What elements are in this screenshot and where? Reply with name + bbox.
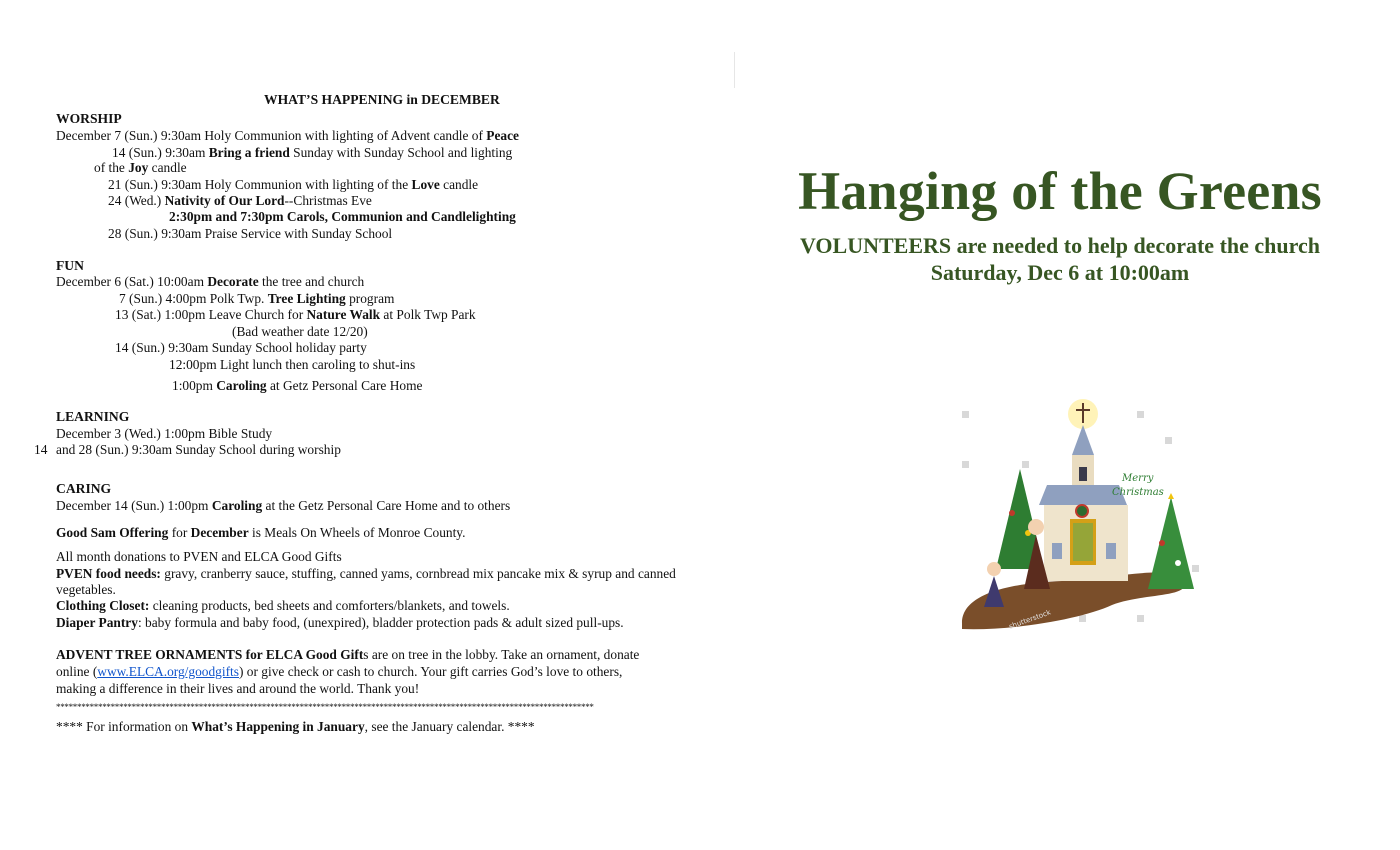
fun-line-2: 7 (Sun.) 4:00pm Polk Twp. Tree Lighting program [119,291,395,306]
fun-line-5: 14 (Sun.) 9:30am Sunday School holiday party [115,340,367,355]
good-sam-offering: Good Sam Offering for December is Meals On Wheels of Monroe County. [56,525,466,540]
christmas-church-illustration [952,393,1214,639]
worship-line-1: December 7 (Sun.) 9:30am Holy Communion with lighting of Advent candle of Peace [56,128,520,143]
volunteers-line: VOLUNTEERS are needed to help decorate the church [799,233,1320,258]
learning-heading: LEARNING [56,409,130,424]
fun-line-4: (Bad weather date 12/20) [232,324,368,339]
diaper-pantry: Diaper Pantry: baby formula and baby food, (unexpired), bladder protection pads & adult sized pull-ups. [56,615,624,630]
pven-food-needs-cont: vegetables. [56,582,116,597]
learning-line-1: December 3 (Wed.) 1:00pm Bible Study [56,426,273,441]
christmas-text: Christmas [1112,487,1164,498]
page-title: WHAT’S HAPPENING in DECEMBER [264,92,500,107]
advent-ornaments-line-1: ADVENT TREE ORNAMENTS for ELCA Good Gifts are on tree in the lobby. Take an ornament, donate [56,647,640,662]
date-line: Saturday, Dec 6 at 10:00am [930,260,1190,285]
donations-line: All month donations to PVEN and ELCA Good Gifts [56,549,342,564]
fun-line-1: December 6 (Sat.) 10:00am Decorate the tree and church [56,274,365,289]
elca-goodgifts-link[interactable]: www.ELCA.org/goodgifts [97,664,239,679]
worship-line-6: 2:30pm and 7:30pm Carols, Communion and Candlelighting [169,209,516,224]
fun-heading: FUN [56,258,84,273]
fun-line-6: 12:00pm Light lunch then caroling to shut-ins [169,357,416,372]
caring-line-1: December 14 (Sun.) 1:00pm Caroling at the Getz Personal Care Home and to others [56,498,511,513]
worship-line-4: 21 (Sun.) 9:30am Holy Communion with lighting of the Love candle [108,177,479,192]
worship-line-3: of the Joy candle [94,160,187,175]
pven-food-needs: PVEN food needs: gravy, cranberry sauce, stuffing, canned yams, cornbread mix pancake mix & syrup and canned [56,566,676,581]
caring-heading: CARING [56,481,112,496]
merry-text: Merry [1122,473,1154,484]
watermark-text: shutterstock [1007,608,1052,631]
learning-line-2: and 28 (Sun.) 9:30am Sunday School during worship [56,442,341,457]
learning-line-2-number: 14 [34,442,48,457]
fun-line-3: 13 (Sat.) 1:00pm Leave Church for Nature Walk at Polk Twp Park [115,307,476,322]
worship-line-2: 14 (Sun.) 9:30am Bring a friend Sunday with Sunday School and lighting [112,145,513,160]
star-divider: ******************************************************************************************************************************** [56,702,594,712]
advent-ornaments-line-2: online (www.ELCA.org/goodgifts) or give check or cash to church. Your gift carries God’s love to others, [56,664,623,679]
clothing-closet: Clothing Closet: cleaning products, bed sheets and comforters/blankets, and towels. [56,598,510,613]
column-divider [734,52,735,88]
fun-line-7: 1:00pm Caroling at Getz Personal Care Home [172,378,423,393]
worship-heading: WORSHIP [56,111,122,126]
worship-line-7: 28 (Sun.) 9:30am Praise Service with Sunday School [108,226,393,241]
january-note: **** For information on What’s Happening in January, see the January calendar. **** [56,719,535,734]
worship-line-5: 24 (Wed.) Nativity of Our Lord--Christmas Eve [108,193,372,208]
hanging-greens-title: Hanging of the Greens [798,161,1322,221]
advent-ornaments-line-3: making a difference in their lives and around the world. Thank you! [56,681,420,696]
